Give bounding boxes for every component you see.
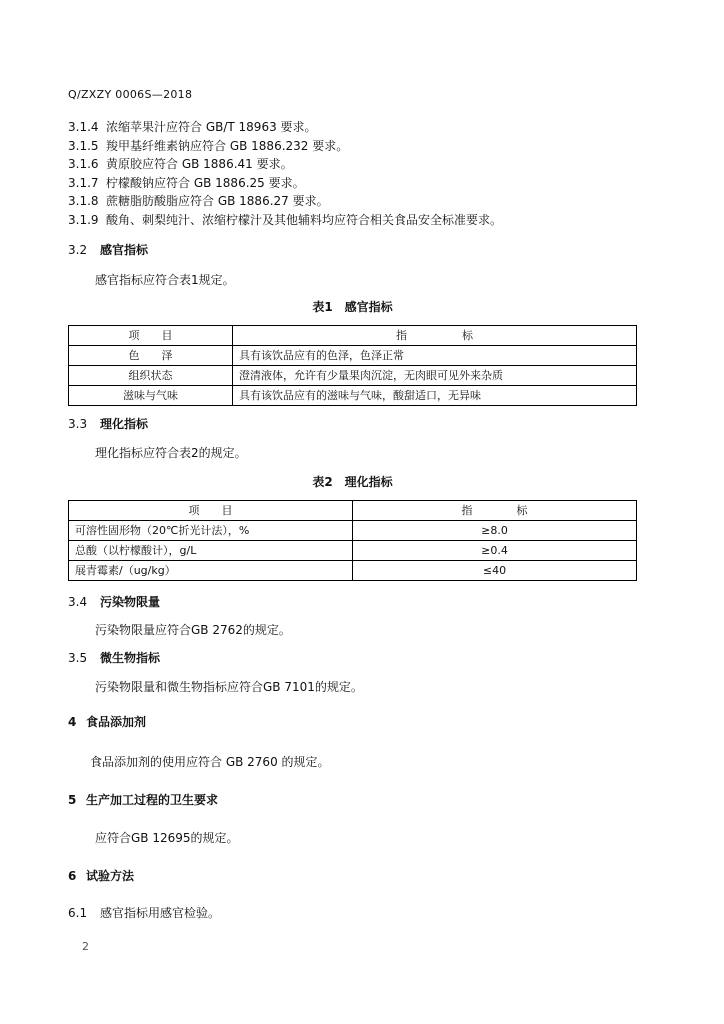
table-header-item: 项 目	[69, 326, 233, 346]
clause-number: 3.1.7	[68, 176, 99, 190]
clause-3-1-6	[68, 157, 293, 171]
table-row	[69, 346, 637, 366]
section-number: 5	[68, 793, 77, 807]
section-heading-3-5	[68, 651, 160, 665]
section-3-3-text: 理化指标应符合表2的规定。	[95, 446, 247, 460]
section-4-text: 食品添加剂的使用应符合 GB 2760 的规定。	[90, 755, 330, 769]
section-title: 生产加工过程的卫生要求	[86, 793, 219, 807]
clause-3-1-9	[68, 213, 502, 227]
section-title: 感官指标	[100, 243, 149, 257]
page-number: 2	[82, 940, 89, 953]
table-row	[69, 561, 637, 581]
section-title: 污染物限量	[100, 595, 161, 609]
table1-sensory	[68, 325, 637, 406]
section-heading-4	[68, 715, 146, 729]
table-cell-value: ≥8.0	[353, 521, 637, 541]
clause-number: 3.1.6	[68, 157, 99, 171]
clause-3-1-5	[68, 139, 348, 153]
table1-caption: 表1 感官指标	[312, 300, 393, 314]
table-cell-value: 具有该饮品应有的滋味与气味，酸甜适口，无异味	[233, 386, 637, 406]
section-title: 试验方法	[86, 869, 135, 883]
clause-number: 3.1.4	[68, 120, 99, 134]
table2-caption: 表2 理化指标	[312, 475, 393, 489]
clause-number: 3.1.5	[68, 139, 99, 153]
clause-text: 蔗糖脂肪酸脂应符合 GB 1886.27 要求。	[106, 194, 329, 208]
table-cell-item: 滋味与气味	[69, 386, 233, 406]
table2-physicochemical	[68, 500, 637, 581]
table-cell-item: 展青霉素/（ug/kg）	[69, 561, 353, 581]
table-header-indicator: 指 标	[233, 326, 637, 346]
clause-text: 黄原胶应符合 GB 1886.41 要求。	[106, 157, 293, 171]
table-cell-value: ≤40	[353, 561, 637, 581]
section-title: 理化指标	[100, 417, 149, 431]
table-header-row	[69, 501, 637, 521]
clause-text: 浓缩苹果汁应符合 GB/T 18963 要求。	[106, 120, 317, 134]
section-heading-3-4	[68, 595, 160, 609]
table-row	[69, 386, 637, 406]
section-number: 3.2	[68, 243, 88, 257]
section-number: 3.4	[68, 595, 88, 609]
table-row	[69, 366, 637, 386]
section-number: 4	[68, 715, 77, 729]
section-number: 3.3	[68, 417, 88, 431]
table-cell-item: 组织状态	[69, 366, 233, 386]
section-5-text: 应符合GB 12695的规定。	[95, 831, 239, 845]
clause-text: 酸角、刺梨纯汁、浓缩柠檬汁及其他辅料均应符合相关食品安全标准要求。	[106, 213, 503, 227]
section-number: 3.5	[68, 651, 88, 665]
section-number: 6	[68, 869, 77, 883]
clause-3-1-8	[68, 194, 329, 208]
table-cell-item: 色 泽	[69, 346, 233, 366]
table-cell-value: ≥0.4	[353, 541, 637, 561]
section-heading-3-3	[68, 417, 148, 431]
clause-3-1-7	[68, 176, 305, 190]
section-heading-3-2	[68, 243, 148, 257]
clause-text: 感官指标用感官检验。	[100, 906, 221, 920]
section-3-2-text: 感官指标应符合表1规定。	[95, 273, 235, 287]
table-cell-value: 澄清液体，允许有少量果肉沉淀，无肉眼可见外来杂质	[233, 366, 637, 386]
clause-text: 柠檬酸钠应符合 GB 1886.25 要求。	[106, 176, 305, 190]
section-title: 微生物指标	[100, 651, 161, 665]
table-cell-item: 总酸（以柠檬酸计），g/L	[69, 541, 353, 561]
clause-6-1	[68, 906, 220, 920]
table-header-row	[69, 326, 637, 346]
document-code: Q/ZXZY 0006S—2018	[68, 88, 193, 101]
table-row	[69, 521, 637, 541]
clause-text: 羧甲基纤维素钠应符合 GB 1886.232 要求。	[106, 139, 349, 153]
section-heading-6	[68, 869, 134, 883]
table-cell-value: 具有该饮品应有的色泽，色泽正常	[233, 346, 637, 366]
clause-number: 3.1.8	[68, 194, 99, 208]
table-header-item: 项 目	[69, 501, 353, 521]
section-3-5-text: 污染物限量和微生物指标应符合GB 7101的规定。	[95, 680, 363, 694]
clause-3-1-4	[68, 120, 317, 134]
section-3-4-text: 污染物限量应符合GB 2762的规定。	[95, 623, 291, 637]
table-header-indicator: 指 标	[353, 501, 637, 521]
section-title: 食品添加剂	[86, 715, 147, 729]
clause-number: 3.1.9	[68, 213, 99, 227]
table-cell-item: 可溶性固形物（20℃折光计法），%	[69, 521, 353, 541]
table-row	[69, 541, 637, 561]
clause-number: 6.1	[68, 906, 88, 920]
section-heading-5	[68, 793, 218, 807]
